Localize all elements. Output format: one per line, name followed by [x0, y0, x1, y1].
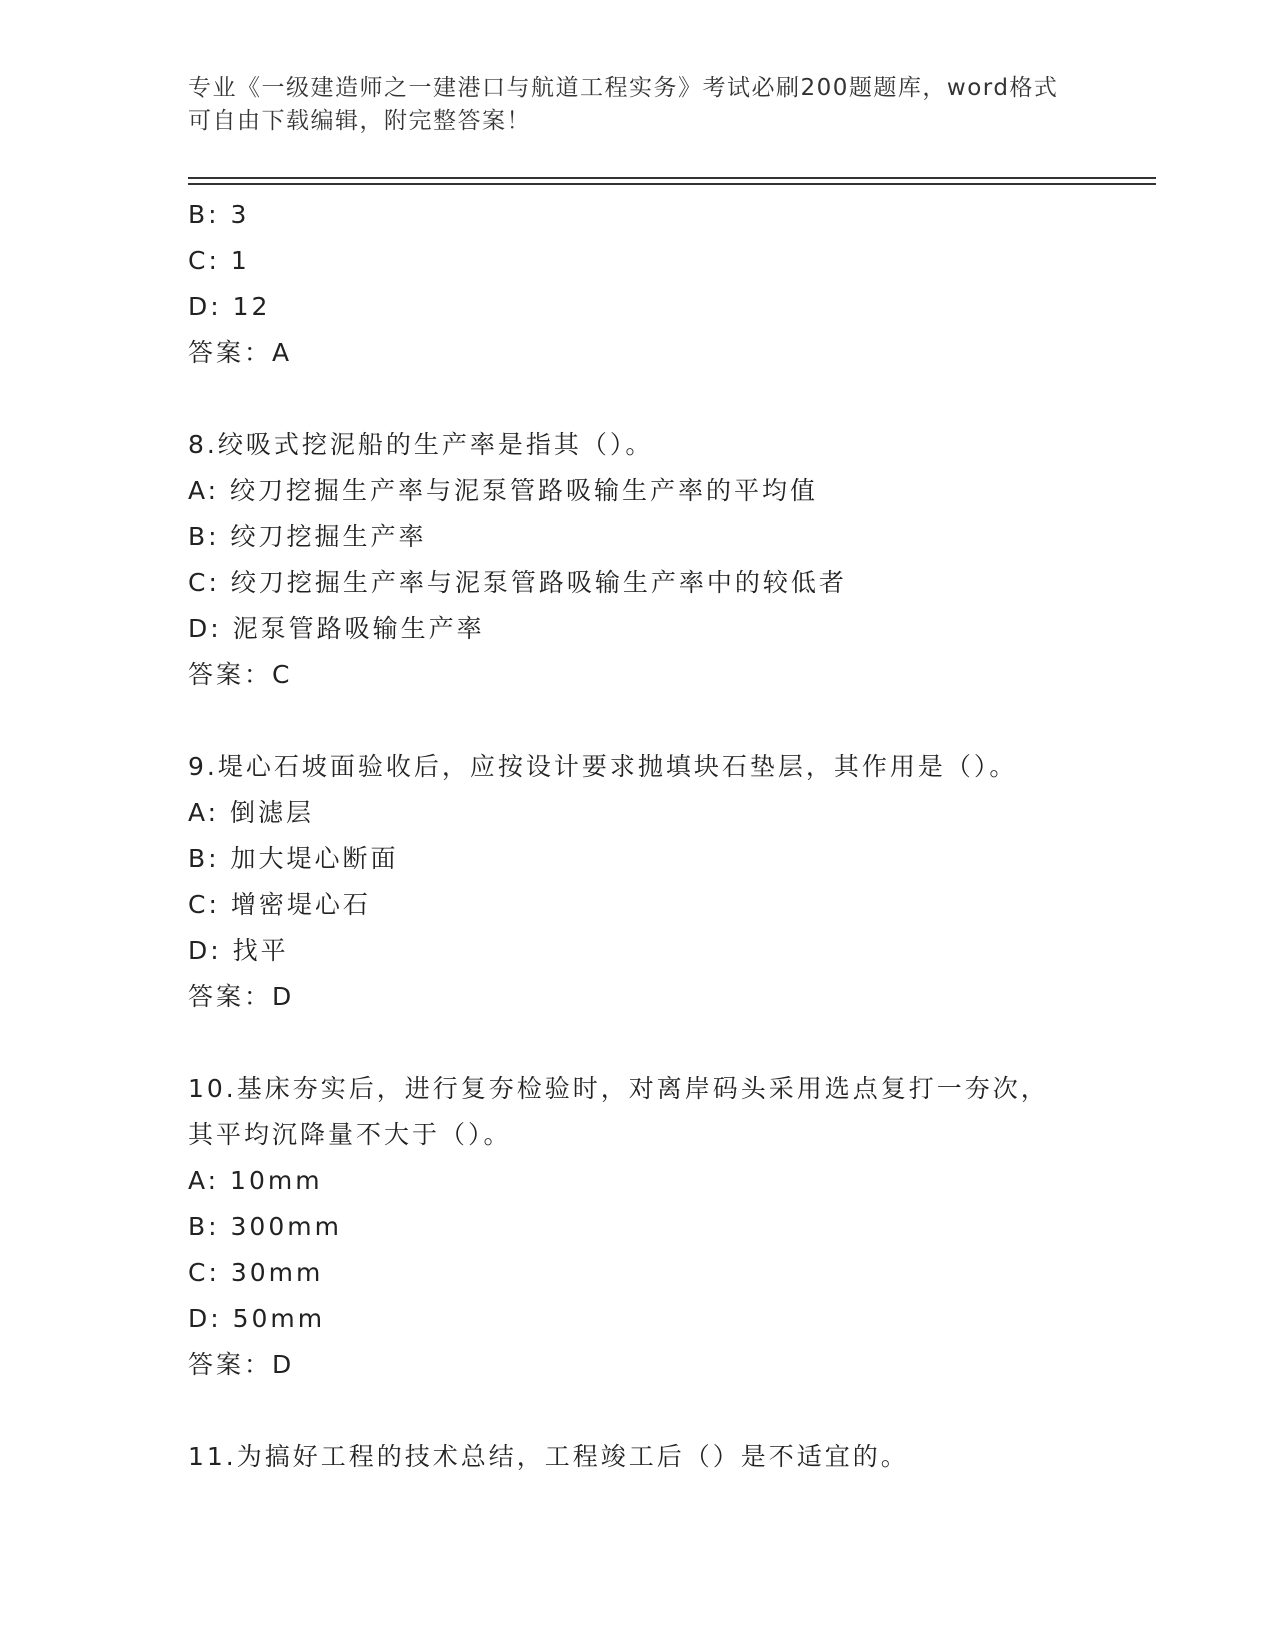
option-b: B: 绞刀挖掘生产率 — [188, 522, 427, 551]
option-c: C: 增密堤心石 — [188, 890, 371, 919]
header-line-2: 可自由下载编辑，附完整答案！ — [188, 108, 531, 134]
option-d: D: 泥泵管路吸输生产率 — [188, 614, 485, 643]
spacer — [188, 1020, 1156, 1066]
answer-line: 答案：D — [188, 1350, 295, 1379]
header-divider-bottom — [188, 183, 1156, 185]
option-d: D: 50mm — [188, 1304, 326, 1333]
option-d: D: 找平 — [188, 936, 289, 965]
option-d: D: 12 — [188, 292, 271, 321]
option-b: B: 3 — [188, 200, 250, 229]
option-c: C: 绞刀挖掘生产率与泥泵管路吸输生产率中的较低者 — [188, 568, 847, 597]
question-stem: 10.基床夯实后，进行复夯检验时，对离岸码头采用选点复打一夯次， — [188, 1074, 1049, 1103]
option-b: B: 加大堤心断面 — [188, 844, 399, 873]
spacer — [188, 376, 1156, 422]
option-a: A: 绞刀挖掘生产率与泥泵管路吸输生产率的平均值 — [188, 476, 819, 505]
answer-line: 答案：D — [188, 982, 295, 1011]
header-line-1: 专业《一级建造师之一建港口与航道工程实务》考试必刷200题题库，word格式 — [188, 75, 1059, 101]
document-header — [188, 72, 1088, 138]
answer-line: 答案：A — [188, 338, 293, 367]
option-b: B: 300mm — [188, 1212, 342, 1241]
question-stem: 9.堤心石坡面验收后，应按设计要求抛填块石垫层，其作用是（）。 — [188, 752, 1018, 781]
answer-line: 答案：C — [188, 660, 293, 689]
option-a: A: 倒滤层 — [188, 798, 315, 827]
question-stem: 8.绞吸式挖泥船的生产率是指其（）。 — [188, 430, 654, 459]
header-divider-top — [188, 177, 1156, 179]
question-list — [188, 192, 1156, 1480]
question-stem: 11.为搞好工程的技术总结，工程竣工后（）是不适宜的。 — [188, 1442, 909, 1471]
spacer — [188, 698, 1156, 744]
option-c: C: 30mm — [188, 1258, 324, 1287]
option-c: C: 1 — [188, 246, 250, 275]
question-stem-continued: 其平均沉降量不大于（）。 — [188, 1120, 512, 1149]
option-a: A: 10mm — [188, 1166, 323, 1195]
spacer — [188, 1388, 1156, 1434]
